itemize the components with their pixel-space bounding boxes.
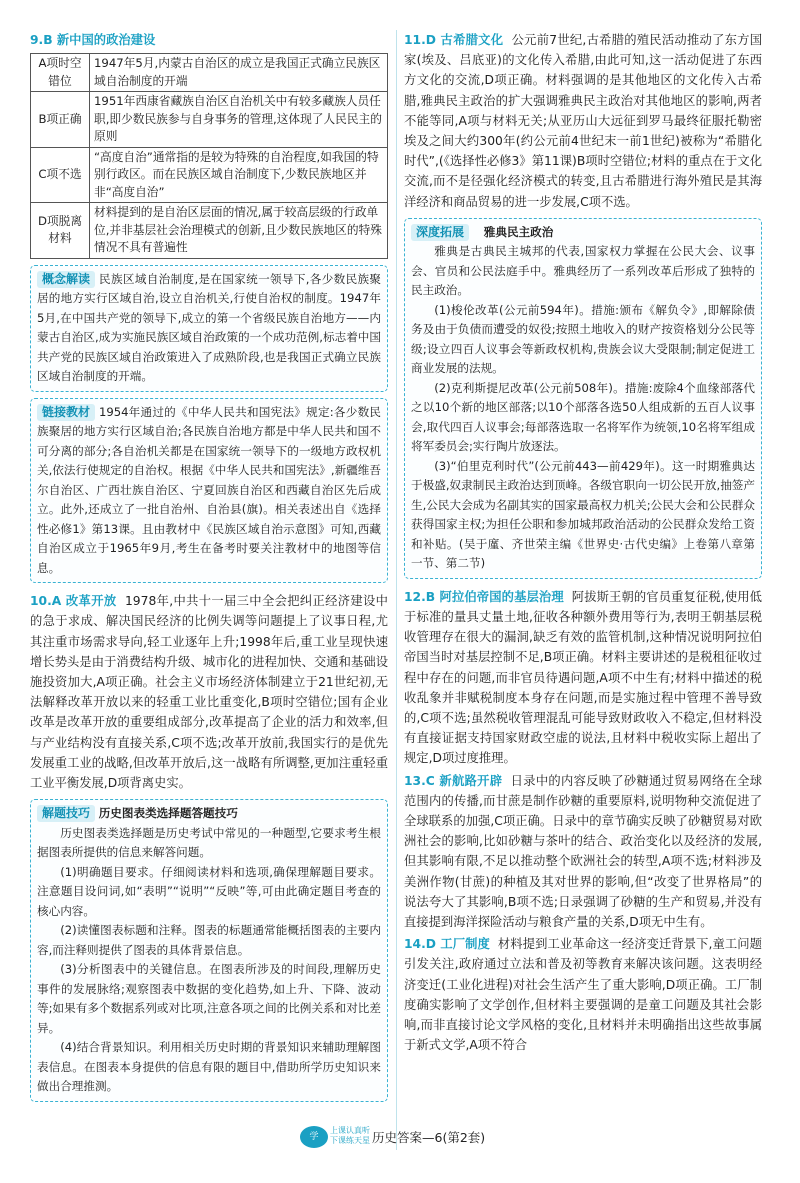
q10-heading: 10.A 改革开放 <box>30 594 117 609</box>
extension-title: 雅典民主政治 <box>483 224 554 239</box>
q12-section <box>404 587 762 769</box>
tip-paragraph: (4)结合背景知识。利用相关历史时期的背景知识来辅助理解图表信息。在图表本身提供的信息有限的题目中,借助所学历史知识来做出合理推测。 <box>37 1040 381 1094</box>
table-row <box>31 147 388 203</box>
table-row <box>31 54 388 92</box>
extension-box <box>404 218 762 579</box>
q9-option-table <box>30 53 388 259</box>
option-text: 1951年西康省藏族自治区自治机关中有较多藏族人员任职,即少数民族参与自身事务的管理,这体现了人民民主的原则 <box>90 92 388 148</box>
tip-paragraph: (1)明确题目要求。仔细阅读材料和选项,确保理解题目要求。注意题目设问词,如“表明”“说明”“反映”等,可由此确定题目考查的核心内容。 <box>37 864 381 918</box>
tip-title: 历史图表类选择题答题技巧 <box>98 806 238 821</box>
extension-tag: 深度拓展 <box>411 224 469 241</box>
q12-text: 阿拔斯王朝的官员重复征税,使用低于标准的量具丈量土地,征收各种额外费用等行为,表明王朝基层税收管理存在很大的漏洞,缺乏有效的监管机制,这种情况说明阿拉伯帝国当时对基层控制不足,B项正确。材料主要讲述的是税租征收过程中存在的问题,而非官员待遇问题,A项不中生有;材料中描述的税收乱象并非赋税制度本身存在问题,而是实施过程中管理不善导致的,C项不选;虽然税收管理混乱可能导致财政收入不稳定,但材料没有直接证据支持国家财政空虚的说法,且材料中税收实际上超出了规定,D项过度推理。 <box>404 589 762 766</box>
q14-text: 材料提到工业革命这一经济变迁背景下,童工问题引发关注,政府通过立法和普及初等教育来解决该问题。这表明经济变迁(工业化进程)对社会生活产生了重大影响,D项正确。工厂制度确实影响了文学创作,但材料主要强调的是童工问题及其社会影响,而非直接讨论文学风格的变化,且材料并未明确指出这些故事属于新式文学,A项不符合 <box>404 937 762 1053</box>
q9-heading: 9.B 新中国的政治建设 <box>30 33 156 47</box>
left-column <box>30 30 388 1102</box>
tip-paragraph: (3)分析图表中的关键信息。在图表所涉及的时间段,理解历史事件的发展脉络;观察图表中数据的变化趋势,如上升、下降、波动等;如果有多个数据系列或对比项,注意各项之间的比例关系和对比差异。 <box>37 962 381 1035</box>
concept-box <box>30 265 388 392</box>
q13-section <box>404 771 762 933</box>
table-row <box>31 203 388 259</box>
extension-paragraph: (2)克利斯提尼改革(公元前508年)。措施:废除4个血缘部落代之以10个新的地区部落;以10个部落各选50人组成新的五百人议事会,取代四百人议事会;每部落选取一名将军作为统领,10名将军组成将军委员会;实行陶片放逐法。 <box>411 380 755 454</box>
concept-text: 民族区域自治制度,是在国家统一领导下,各少数民族聚居的地方实行区域自治,设立自治机关,行使自治权的制度。1947年5月,在中国共产党的领导下,成立的第一个省级民族自治地方——内蒙古自治区,成为实施民族区域自治政策的一个成功范例,标志着中国共产党的民族区域自治政策进入了成熟阶段,也是我国正式确立民族区域自治制度的开端。 <box>37 271 382 384</box>
tip-tag: 解题技巧 <box>37 805 95 822</box>
q13-heading: 13.C 新航路开辟 <box>404 773 503 788</box>
slogan-line: 上课认真听 <box>330 1126 370 1135</box>
extension-paragraph: (3)“伯里克利时代”(公元前443—前429年)。这一时期雅典达于极盛,奴隶制民主政治达到顶峰。各级官职向一切公民开放,抽签产生,公民大会成为名副其实的国家最高权力机关;公民大会和公民群众获得国家主权;为担任公职和参加城邦政治活动的公民群众发给工资和补贴。(吴于廑、齐世荣主编《世界史·古代史编》上卷第八章第一节、第二节) <box>411 458 755 571</box>
q11-text: 公元前7世纪,古希腊的殖民活动推动了东方国家(埃及、吕底亚)的文化传入希腊,由此可知,这一活动促进了东西方文化的交流,D项正确。材料强调的是其他地区的文化传入古希腊,雅典民主政治的扩大强调雅典民主政治对其他地区的影响,两者不能等同,A项与材料无关;从亚历山大远征到罗马最终征服托勒密埃及之间大约300年(约公元前4世纪末一前1世纪)被称为“希腊化时代”,(《选择性必修3》第11课)B项时空错位;材料的重点在于文化交流,而不是径强化经济模式的转变,且古希腊进行海外殖民是其海洋经济和商品贸易的进一步发展,C项不选。 <box>404 33 762 209</box>
answer-page <box>30 30 770 1155</box>
right-column <box>404 30 762 1056</box>
page-footer <box>0 1126 800 1156</box>
footer-slogan <box>330 1126 370 1146</box>
tip-paragraph: (2)读懂图表标题和注释。图表的标题通常能概括图表的主要内容,而注释则提供了图表的具体背景信息。 <box>37 923 381 957</box>
q11-heading: 11.D 古希腊文化 <box>404 33 504 47</box>
page-number-label: 历史答案—6(第2套) <box>372 1130 486 1145</box>
column-divider <box>396 30 397 1150</box>
q12-heading: 12.B 阿拉伯帝国的基层治理 <box>404 589 564 604</box>
textbook-link-box <box>30 398 388 584</box>
extension-paragraph: (1)梭伦改革(公元前594年)。措施:颁布《解负令》,即解除债务及由于负债而遭受的奴役;按照土地收入的财产按资格划分公民等级;设立四百人议事会等新政权机构,贵族会议大受限制;制定促进工商业发展的法规。 <box>411 302 755 376</box>
option-text: 材料提到的是自治区层面的情况,属于较高层级的行政单位,并非基层社会治理模式的创新,且少数民族地区的特殊情况不具有普遍性 <box>90 203 388 259</box>
publisher-logo: 学 <box>300 1126 328 1148</box>
q14-heading: 14.D 工厂制度 <box>404 937 490 952</box>
option-key: B项正确 <box>31 92 90 148</box>
q13-text: 日录中的内容反映了砂糖通过贸易网络在全球范围内的传播,而甘蔗是制作砂糖的重要原料,说明物种交流促进了全球联系的加强,C项正确。日录中的章节确实反映了砂糖贸易对欧洲社会的影响,比如砂糖与茶叶的结合、政治变化以及经济的发展,但其影响有限,不足以推动整个欧洲社会的转型,A项不选;材料涉及美洲作物(甘蔗)的种植及其对世界的影响,但“改变了世界格局”的说法夸大了其影响,B项不选;日录强调了砂糖的生产和贸易,并没有直接提到海洋探险活动与粮食产量的关系,D项无中生有。 <box>404 773 762 930</box>
concept-tag: 概念解读 <box>37 271 95 288</box>
option-text: “高度自治”通常指的是较为特殊的自治程度,如我国的特别行政区。而在民族区域自治制度下,少数民族地区并非“高度自治” <box>90 147 388 203</box>
option-text: 1947年5月,内蒙古自治区的成立是我国正式确立民族区域自治制度的开端 <box>90 54 388 92</box>
q14-section <box>404 934 762 1055</box>
extension-paragraph: 雅典是古典民主城邦的代表,国家权力掌握在公民大会、议事会、官员和公民法庭手中。雅典经历了一系列改革后形成了独特的民主政治。 <box>411 244 755 298</box>
q10-section <box>30 591 388 793</box>
option-key: A项时空错位 <box>31 54 90 92</box>
q10-text: 1978年,中共十一届三中全会把纠正经济建设中的急于求成、解决国民经济的比例失调等问题提上了议事日程,尤其注重市场需求导向,轻工业逐年上升;1998年后,重工业呈现快速增长势头是由于消费结构升级、城市化的进程加快、交通和基础设施投资加大,A项正确。社会主义市场经济体制建立于21世纪初,无法解释改革开放以来的轻重工业比重变化,B项时空错位;国有企业改革是改革开放的重要组成部分,改革提高了企业的活力和效率,但与产业结构没有直接关系,C项不选;改革开放前,我国实行的是优先发展重工业的战略,但改革开放后,这一战略有所调整,更加注重轻重工业平衡发展,D项背离史实。 <box>30 594 388 791</box>
slogan-line: 下课练天星 <box>330 1136 370 1145</box>
link-tag: 链接教材 <box>37 404 95 421</box>
table-row <box>31 92 388 148</box>
option-key: D项脱离材料 <box>31 203 90 259</box>
tip-box <box>30 799 388 1102</box>
link-text: 1954年通过的《中华人民共和国宪法》规定:各少数民族聚居的地方实行区域自治;各民族自治地方都是中华人民共和国不可分离的部分;各自治机关都是在国家统一领导下的一级地方政权机关,依法行使规定的自治权。根据《中华人民共和国宪法》,新疆维吾尔自治区、广西壮族自治区、宁夏回族自治区和西藏自治区先后成立。此外,还成立了一批自治州、自治县(旗)。相关表述出自《选择性必修1》第13课。且由教材中《民族区域自治示意图》可知,西藏自治区成立于1965年9月,考生在备考时要关注教材中的地图等信息。 <box>37 404 381 575</box>
tip-paragraph: 历史图表类选择题是历史考试中常见的一种题型,它要求考生根据图表所提供的信息来解答问题。 <box>37 825 381 860</box>
option-key: C项不选 <box>31 147 90 203</box>
